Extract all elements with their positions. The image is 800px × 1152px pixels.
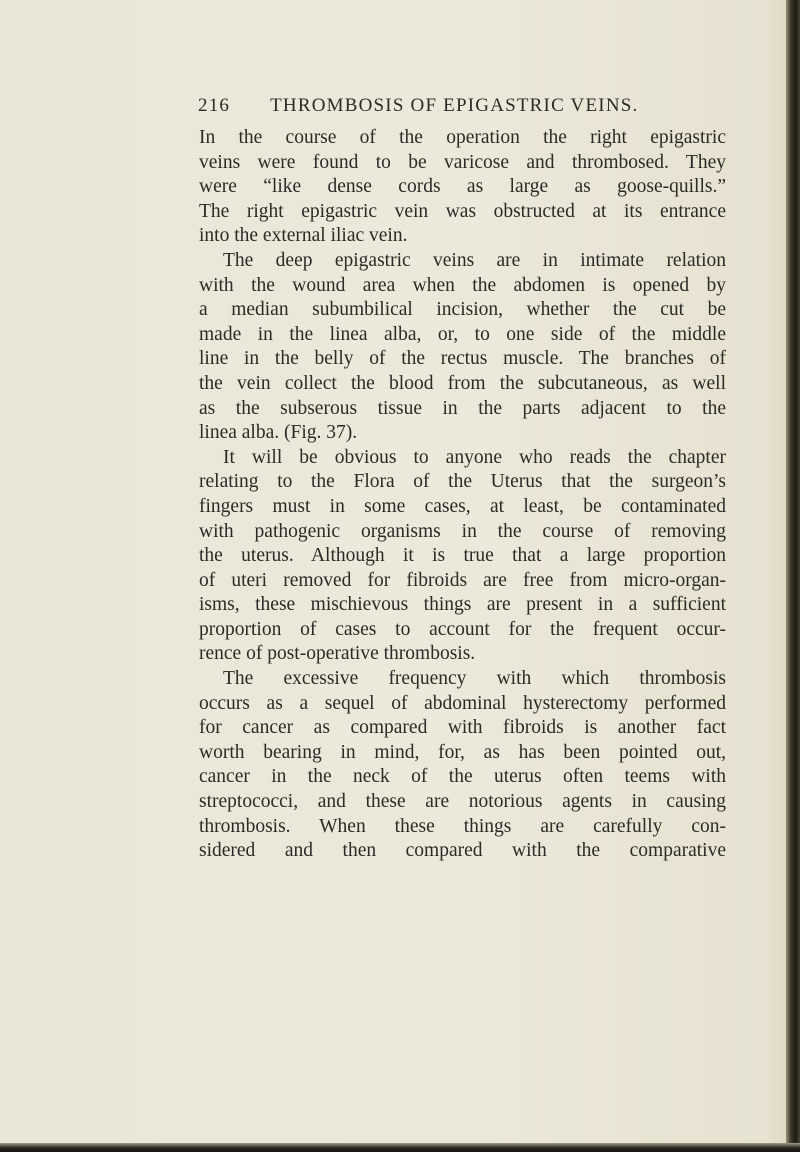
text-line: fingers must in some cases, at least, be contaminated bbox=[199, 495, 726, 517]
text-line: a median subumbilical incision, whether the cut be bbox=[199, 299, 726, 321]
text-line: The excessive frequency with which thrombosis bbox=[223, 668, 726, 690]
text-line: as the subserous tissue in the parts adjacent to the bbox=[199, 397, 726, 419]
text-line: made in the linea alba, or, to one side of the middle bbox=[199, 323, 726, 345]
text-line: occurs as a sequel of abdominal hysterectomy performed bbox=[199, 692, 726, 714]
page-edge-shadow-right bbox=[786, 0, 800, 1152]
text-line: the uterus. Although it is true that a large proportion bbox=[199, 545, 726, 567]
paragraph bbox=[199, 667, 726, 864]
page-number: 216 bbox=[198, 95, 231, 116]
text-line: of uteri removed for fibroids are free from micro-organ- bbox=[199, 569, 726, 591]
text-line: with the wound area when the abdomen is opened by bbox=[199, 274, 726, 296]
text-line: cancer in the neck of the uterus often teems with bbox=[199, 766, 726, 788]
text-line: proportion of cases to account for the frequent occur- bbox=[199, 618, 726, 640]
text-line: thrombosis. When these things are carefully con- bbox=[199, 815, 726, 837]
text-line: isms, these mischievous things are present in a sufficient bbox=[199, 594, 726, 616]
paragraph bbox=[199, 126, 726, 249]
text-line: line in the belly of the rectus muscle. The branches of bbox=[199, 348, 726, 370]
body-text bbox=[199, 126, 726, 864]
text-line: worth bearing in mind, for, as has been pointed out, bbox=[199, 741, 726, 763]
text-line: into the external iliac vein. bbox=[199, 225, 408, 247]
text-line: The right epigastric vein was obstructed at its entrance bbox=[199, 200, 726, 222]
text-line: relating to the Flora of the Uterus that the surgeon’s bbox=[199, 471, 726, 493]
text-line: In the course of the operation the right epigastric bbox=[199, 127, 726, 148]
running-title: THROMBOSIS OF EPIGASTRIC VEINS. bbox=[270, 95, 639, 116]
running-header bbox=[198, 95, 718, 125]
text-line: with pathogenic organisms in the course of removing bbox=[199, 520, 726, 542]
text-line: The deep epigastric veins are in intimate relation bbox=[223, 249, 726, 271]
text-line: veins were found to be varicose and thrombosed. They bbox=[199, 151, 726, 173]
text-line: It will be obvious to anyone who reads the chapter bbox=[223, 446, 726, 468]
text-line: rence of post-operative thrombosis. bbox=[199, 643, 476, 665]
text-line: for cancer as compared with fibroids is another fact bbox=[199, 717, 726, 739]
text-line: were “like dense cords as large as goose-quills.” bbox=[199, 176, 726, 198]
text-line: the vein collect the blood from the subcutaneous, as well bbox=[199, 372, 726, 394]
text-line: linea alba. (Fig. 37). bbox=[199, 422, 358, 444]
text-line: streptococci, and these are notorious agents in causing bbox=[199, 791, 726, 813]
page-edge-shadow-bottom bbox=[0, 1143, 800, 1152]
paragraph bbox=[199, 249, 726, 446]
text-line: sidered and then compared with the comparative bbox=[199, 840, 726, 862]
paragraph bbox=[199, 446, 726, 667]
paragraph-list bbox=[199, 126, 726, 864]
